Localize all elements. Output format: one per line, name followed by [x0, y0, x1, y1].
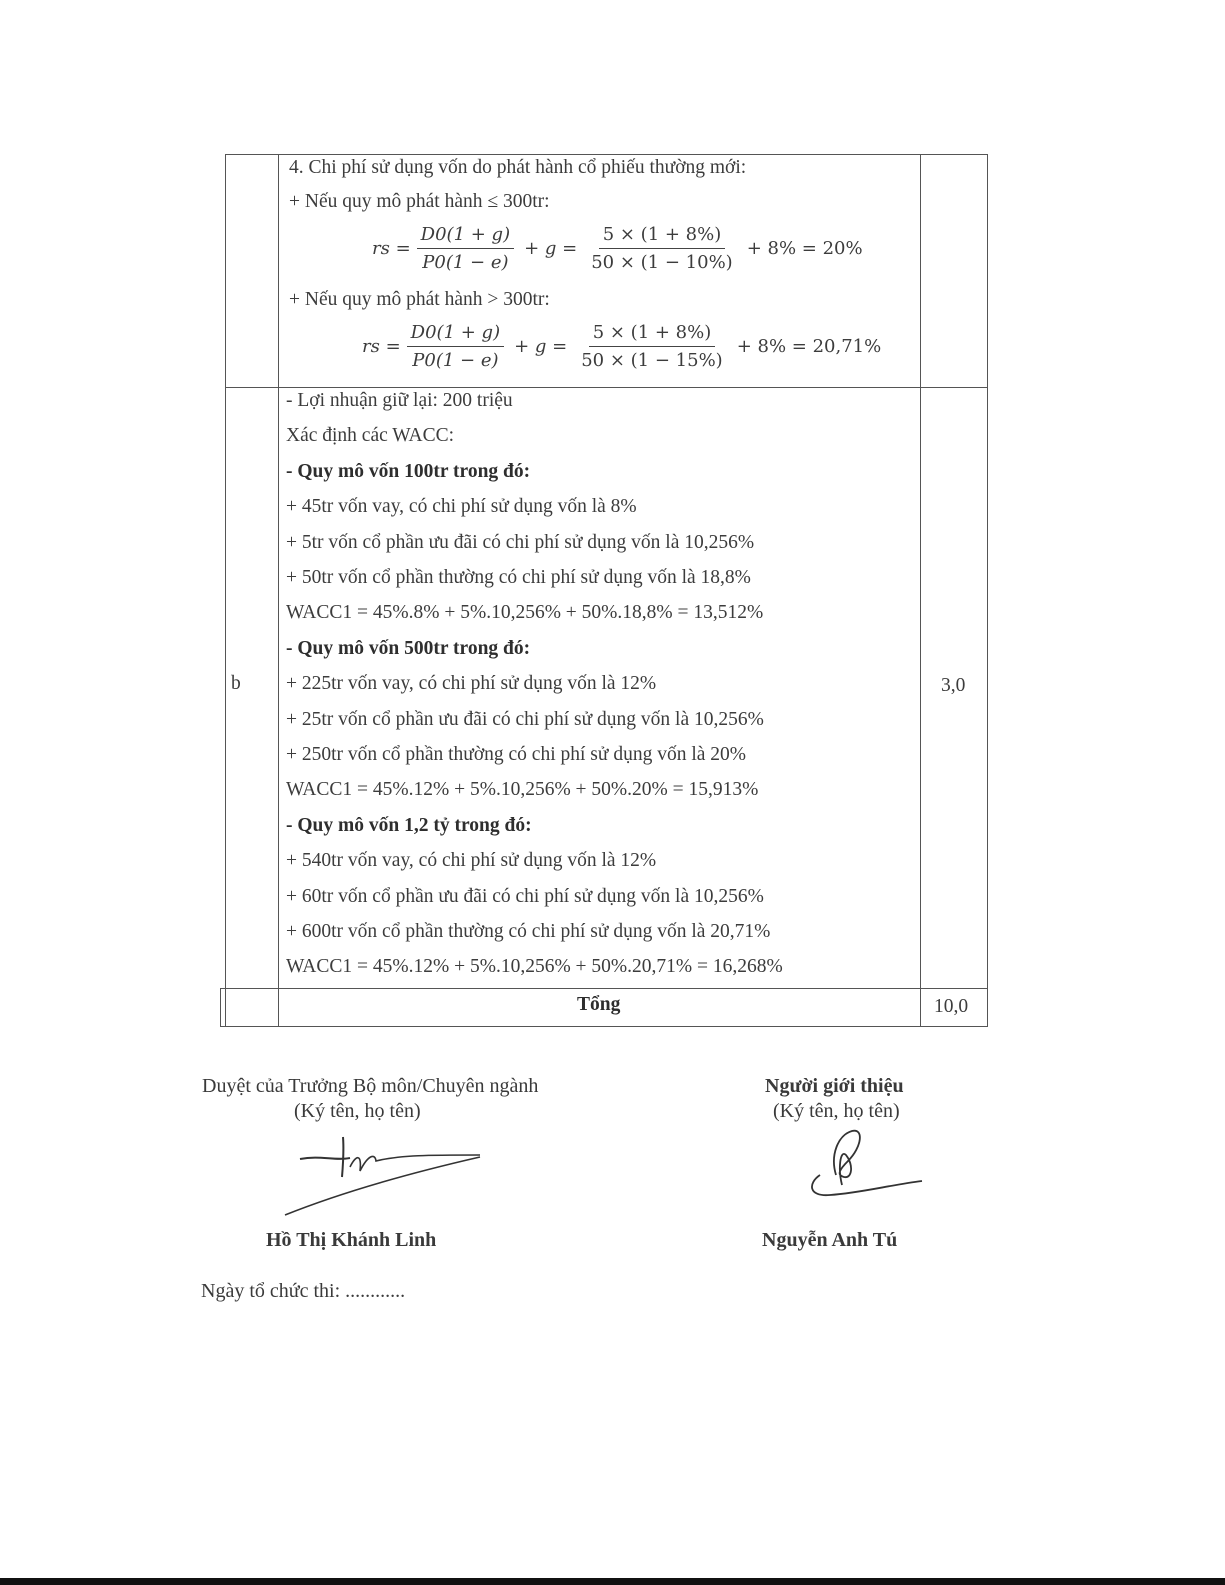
exam-date: Ngày tổ chức thi: ............ — [201, 1280, 406, 1302]
line-wacc-1200: WACC1 = 45%.12% + 5%.10,256% + 50%.20,71% = 16,268% — [286, 956, 783, 977]
table-border-right — [987, 154, 988, 1027]
table-divider-label — [278, 154, 279, 1027]
signature-left — [280, 1125, 490, 1220]
table-border-top — [225, 154, 988, 155]
page-bottom-edge — [0, 1578, 1225, 1585]
line-100-common: + 50tr vốn cổ phần thường có chi phí sử dụng vốn là 18,8% — [286, 567, 751, 588]
formula-lhs: rs = — [362, 336, 401, 357]
section4-case1: + Nếu quy mô phát hành ≤ 300tr: — [289, 191, 550, 212]
line-1200-preferred: + 60tr vốn cổ phần ưu đãi có chi phí sử dụng vốn là 10,256% — [286, 886, 764, 907]
table-row-divider — [225, 387, 988, 388]
line-500-common: + 250tr vốn cổ phần thường có chi phí sử dụng vốn là 20% — [286, 744, 747, 765]
formula-denominator: 50 × (1 − 10%) — [591, 252, 733, 273]
line-wacc-500: WACC1 = 45%.12% + 5%.10,256% + 50%.20% = 15,913% — [286, 779, 759, 800]
line-500-preferred: + 25tr vốn cổ phần ưu đãi có chi phí sử dụng vốn là 10,256% — [286, 709, 764, 730]
row-label-b: b — [231, 673, 241, 694]
approval-left-name: Hồ Thị Khánh Linh — [266, 1229, 437, 1251]
formula-numerator: D0(1 + g) — [417, 224, 514, 249]
approval-right-name: Nguyễn Anh Tú — [762, 1229, 898, 1251]
line-wacc-heading: Xác định các WACC: — [286, 425, 455, 446]
table-border-left — [225, 154, 226, 1027]
total-value: 10,0 — [934, 996, 969, 1017]
table-total-divider — [220, 988, 988, 989]
formula-denominator: P0(1 − e) — [422, 252, 509, 273]
formula-rs-large — [362, 322, 885, 371]
table-border-left-bottom — [220, 988, 221, 1027]
table-border-bottom — [220, 1026, 988, 1027]
formula-result: + 8% = 20,71% — [736, 336, 882, 357]
signature-right — [800, 1125, 930, 1205]
formula-denominator: P0(1 − e) — [412, 350, 499, 371]
line-retained-earnings: - Lợi nhuận giữ lại: 200 triệu — [286, 390, 513, 411]
formula-mid: + g = — [514, 336, 568, 357]
line-1200-common: + 600tr vốn cổ phần thường có chi phí sử dụng vốn là 20,71% — [286, 921, 771, 942]
approval-right-title: Người giới thiệu — [765, 1075, 904, 1097]
formula-rs-small — [372, 224, 867, 273]
formula-denominator: 50 × (1 − 15%) — [581, 350, 723, 371]
section4-title: 4. Chi phí sử dụng vốn do phát hành cổ phiếu thường mới: — [289, 157, 747, 178]
formula-mid: + g = — [524, 238, 578, 259]
line-500-debt: + 225tr vốn vay, có chi phí sử dụng vốn là 12% — [286, 673, 657, 694]
line-wacc-100: WACC1 = 45%.8% + 5%.10,256% + 50%.18,8% = 13,512% — [286, 602, 764, 623]
line-1200-debt: + 540tr vốn vay, có chi phí sử dụng vốn là 12% — [286, 850, 657, 871]
line-scale-1200: - Quy mô vốn 1,2 tỷ trong đó: — [286, 815, 532, 836]
approval-left-subtitle: (Ký tên, họ tên) — [294, 1100, 421, 1122]
line-100-debt: + 45tr vốn vay, có chi phí sử dụng vốn là 8% — [286, 496, 637, 517]
formula-numerator: 5 × (1 + 8%) — [589, 322, 716, 347]
table-divider-score — [920, 154, 921, 1027]
formula-numerator: D0(1 + g) — [407, 322, 504, 347]
formula-fraction-values — [587, 224, 736, 273]
formula-lhs: rs = — [372, 238, 411, 259]
formula-fraction-general — [407, 322, 504, 371]
line-scale-500: - Quy mô vốn 500tr trong đó: — [286, 638, 531, 659]
row-score-b: 3,0 — [941, 675, 966, 696]
formula-fraction-general — [417, 224, 514, 273]
formula-fraction-values — [577, 322, 726, 371]
section4-case2: + Nếu quy mô phát hành > 300tr: — [289, 289, 550, 310]
total-label: Tổng — [577, 994, 621, 1015]
formula-result: + 8% = 20% — [746, 238, 863, 259]
line-scale-100: - Quy mô vốn 100tr trong đó: — [286, 461, 531, 482]
line-100-preferred: + 5tr vốn cổ phần ưu đãi có chi phí sử dụng vốn là 10,256% — [286, 532, 755, 553]
approval-right-subtitle: (Ký tên, họ tên) — [773, 1100, 900, 1122]
formula-numerator: 5 × (1 + 8%) — [599, 224, 726, 249]
approval-left-title: Duyệt của Trưởng Bộ môn/Chuyên ngành — [202, 1075, 539, 1097]
